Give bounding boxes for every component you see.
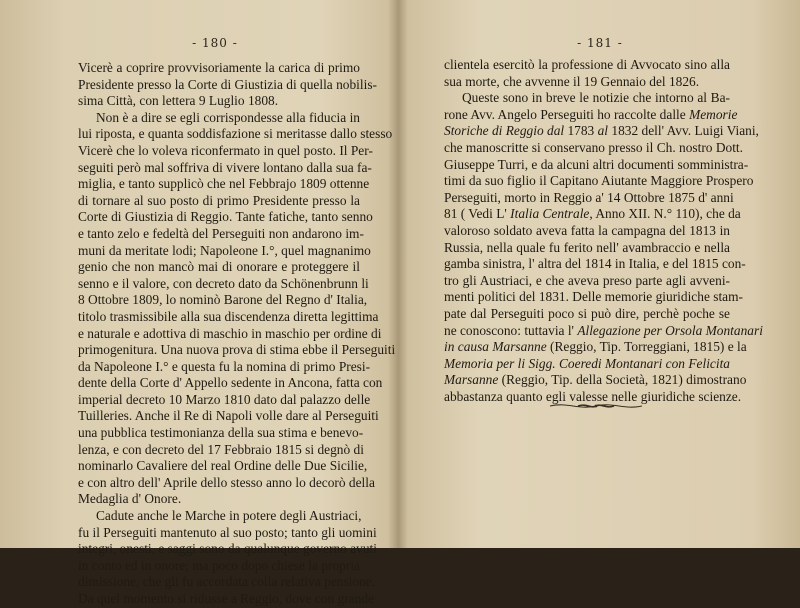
- text-line: [78, 193, 360, 210]
- text-segment: nominarlo Cavaliere del real Ordine delle Due Sicilie,: [78, 458, 368, 474]
- text-line: [78, 60, 360, 77]
- text-segment: pate dal Perseguiti poco si può dire, perchè poche se: [444, 305, 730, 321]
- text-line: [78, 176, 370, 193]
- text-segment: e tanto zelo e fedeltà del Perseguiti non andarono im-: [78, 225, 364, 241]
- text-line: [78, 391, 371, 409]
- text-line: [444, 123, 759, 140]
- text-segment: Da quel momento si ridusse a Reggio, dove con grande: [78, 591, 375, 606]
- text-segment: Presidente presso la Corte di Giustizia di quella nobilis-: [78, 76, 378, 92]
- italic-text: Italia Centrale: [510, 206, 590, 222]
- page-text: [444, 57, 763, 405]
- text-segment: primogenitura. Una nuova prova di stima ebbe il Perseguiti: [78, 342, 396, 358]
- text-segment: abbastanza quanto egli valesse nelle giuridiche scienze.: [444, 388, 742, 404]
- text-line: [444, 106, 738, 124]
- text-line: [78, 76, 378, 94]
- text-line: [78, 358, 371, 376]
- text-segment: da Napoleone I.° e questa fu la nomina di primo Presi-: [78, 358, 371, 374]
- text-segment: sua morte, che avvenne il 19 Gennaio del 1826.: [444, 73, 700, 89]
- text-line: [78, 159, 372, 177]
- text-line: [78, 541, 377, 558]
- text-line: [78, 508, 360, 525]
- text-line: [444, 240, 730, 257]
- text-segment: muni da meritate lodi; Napoleone I.°, quel magnanimo: [78, 242, 371, 258]
- text-line: [78, 408, 379, 425]
- text-segment: lui riposta, e quanta soddisfazione si meritasse dallo stesso: [78, 126, 393, 142]
- text-line: [78, 142, 373, 160]
- right-page: [400, 0, 800, 548]
- text-line: [444, 189, 734, 207]
- text-line: [78, 126, 393, 143]
- italic-text: Storiche di Reggio dal: [444, 123, 565, 139]
- text-segment: valoroso soldato aveva fatta la campagna del 1813 in: [444, 222, 730, 238]
- text-segment: ne conoscono: tuttavia l': [444, 322, 578, 338]
- text-segment: 1783: [564, 123, 598, 139]
- text-line: [78, 458, 368, 475]
- text-line: [78, 474, 375, 492]
- text-segment: Giuseppe Turri, e da alcuni altri documenti somministra-: [444, 156, 749, 172]
- text-segment: Queste sono in breve le notizie che intorno al Ba-: [462, 90, 730, 106]
- text-line: [78, 225, 364, 243]
- text-line: [78, 110, 360, 127]
- page-text: [78, 60, 396, 608]
- text-line: [78, 524, 377, 542]
- text-line: [78, 93, 360, 110]
- text-segment: titolo trasmissibile alla sua discendenza diretta legittima: [78, 308, 379, 324]
- text-line: [78, 325, 382, 343]
- text-segment: una pubblica testimonianza della sua stima e benevo-: [78, 425, 364, 441]
- text-segment: Non è a dire se egli corrispondesse alla fiducia in: [96, 109, 360, 125]
- text-line: [78, 491, 360, 508]
- text-segment: dente della Corte d' Appello sedente in Ancona, fatta con: [78, 375, 383, 391]
- text-line: [444, 206, 741, 223]
- text-segment: in conto ed in onore; ma poco dopo chiese la propria: [78, 557, 360, 573]
- text-segment: seguiti però mal soffriva di vivere lontano dalla sua fa-: [78, 159, 372, 175]
- text-line: [444, 223, 730, 240]
- decorative-scroll-ornament-icon: [548, 401, 644, 411]
- italic-text: Marsanne: [444, 372, 499, 388]
- text-line: [444, 256, 746, 273]
- text-line: [78, 375, 383, 392]
- italic-text: Memorie: [689, 106, 738, 122]
- text-segment: Russia, nella quale fu ferito nell' avambraccio e nella: [444, 239, 730, 255]
- text-line: [444, 339, 747, 356]
- text-line: [444, 306, 730, 323]
- text-line: [444, 372, 747, 389]
- text-line: [444, 289, 743, 306]
- text-line: [444, 356, 730, 373]
- text-segment: 1832 dell' Avv. Luigi Viani,: [608, 123, 759, 139]
- italic-text: al: [597, 123, 609, 139]
- text-segment: rone Avv. Angelo Perseguiti ho raccolte dalle: [444, 106, 690, 122]
- text-line: [444, 57, 730, 74]
- text-line: [444, 322, 763, 340]
- text-segment: Tuilleries. Anche il Re di Napoli volle dare al Perseguiti: [78, 408, 379, 424]
- text-segment: tro gli Austriaci, e che aveva preso parte agli avveni-: [444, 272, 730, 288]
- text-line: [78, 591, 375, 608]
- text-segment: sima Città, con lettera 9 Luglio 1808.: [78, 93, 279, 109]
- text-segment: imperial decreto 10 Marzo 1810 dato dal palazzo delle: [78, 391, 371, 407]
- text-segment: lenza, e con decreto del 17 Febbraio 1815 si degnò di: [78, 441, 364, 457]
- text-segment: miglia, e tanto supplicò che nel Febbrajo 1809 ottenne: [78, 176, 370, 192]
- text-segment: e con altro dell' Aprile dello stesso anno lo decorò della: [78, 474, 375, 490]
- text-segment: che manoscritte si conservano presso il Ch. nostro Dott.: [444, 139, 744, 155]
- text-segment: senno e il valore, con decreto dato da Schönenbrunn li: [78, 275, 369, 291]
- text-segment: Vicerè che lo voleva riconfermato in quel posto. Il Per-: [78, 142, 373, 158]
- text-line: [78, 342, 396, 359]
- text-segment: dimissione, che gli fu accordata colla relativa pensione.: [78, 574, 376, 590]
- text-line: [444, 273, 730, 290]
- text-line: [444, 139, 744, 157]
- text-line: [78, 209, 373, 226]
- text-line: [444, 90, 730, 107]
- text-line: [444, 74, 730, 91]
- text-line: [78, 308, 379, 326]
- text-line: [444, 173, 754, 190]
- text-segment: Vicerè a coprire provvisoriamente la carica di primo: [78, 60, 360, 75]
- text-segment: Perseguiti, morto in Reggio a' 14 Ottobre 1875 d' anni: [444, 189, 734, 205]
- text-line: [78, 574, 376, 591]
- text-segment: Corte di Giustizia di Reggio. Tante fatiche, tanto senno: [78, 209, 373, 225]
- text-segment: Medaglia d' Onore.: [78, 491, 182, 507]
- text-segment: Cadute anche le Marche in potere degli Austriaci,: [96, 508, 362, 524]
- text-segment: clientela esercitò la professione di Avvocato sino alla: [444, 57, 730, 72]
- text-segment: di tornare al suo posto di primo Presidente presso la: [78, 192, 360, 208]
- text-segment: 81 ( Vedi L': [444, 206, 511, 222]
- page-number: - 180 -: [192, 36, 238, 50]
- text-segment: menti politici del 1831. Delle memorie giuridiche stam-: [444, 289, 743, 305]
- italic-text: Allegazione per Orsola Montanari: [577, 322, 763, 338]
- text-segment: (Reggio, Tip. Torreggiani, 1815) e la: [546, 339, 747, 355]
- text-line: [78, 441, 364, 459]
- italic-text: Memoria per li Sigg. Coeredi Montanari con Felicita: [444, 355, 730, 371]
- text-segment: fu il Perseguiti mantenuto al suo posto; tanto gli uomini: [78, 524, 377, 540]
- text-segment: gamba sinistra, l' altra del 1814 in Italia, e del 1815 con-: [444, 256, 746, 272]
- text-segment: (Reggio, Tip. della Società, 1821) dimostrano: [498, 372, 747, 388]
- text-segment: , Anno XII. N.° 110), che da: [589, 206, 741, 222]
- left-page: [0, 0, 400, 606]
- text-segment: e naturale e adottiva di maschio in maschio per ordine di: [78, 325, 382, 341]
- italic-text: in causa Marsanne: [444, 339, 547, 355]
- text-line: [78, 425, 364, 442]
- text-line: [78, 242, 371, 260]
- text-segment: 8 Ottobre 1809, lo nominò Barone del Regno d' Italia,: [78, 292, 368, 308]
- text-line: [78, 275, 369, 293]
- text-line: [78, 558, 360, 575]
- text-line: [444, 156, 749, 174]
- text-segment: timi da suo figlio il Capitano Aiutante Maggiore Prospero: [444, 173, 754, 189]
- text-segment: integri, onesti, e saggi sono da qualunque governo avuti: [78, 541, 377, 557]
- text-line: [78, 259, 360, 276]
- text-line: [78, 292, 368, 309]
- text-segment: genio che non mancò mai di onorare e proteggere il: [78, 259, 360, 275]
- page-number: - 181 -: [577, 36, 623, 50]
